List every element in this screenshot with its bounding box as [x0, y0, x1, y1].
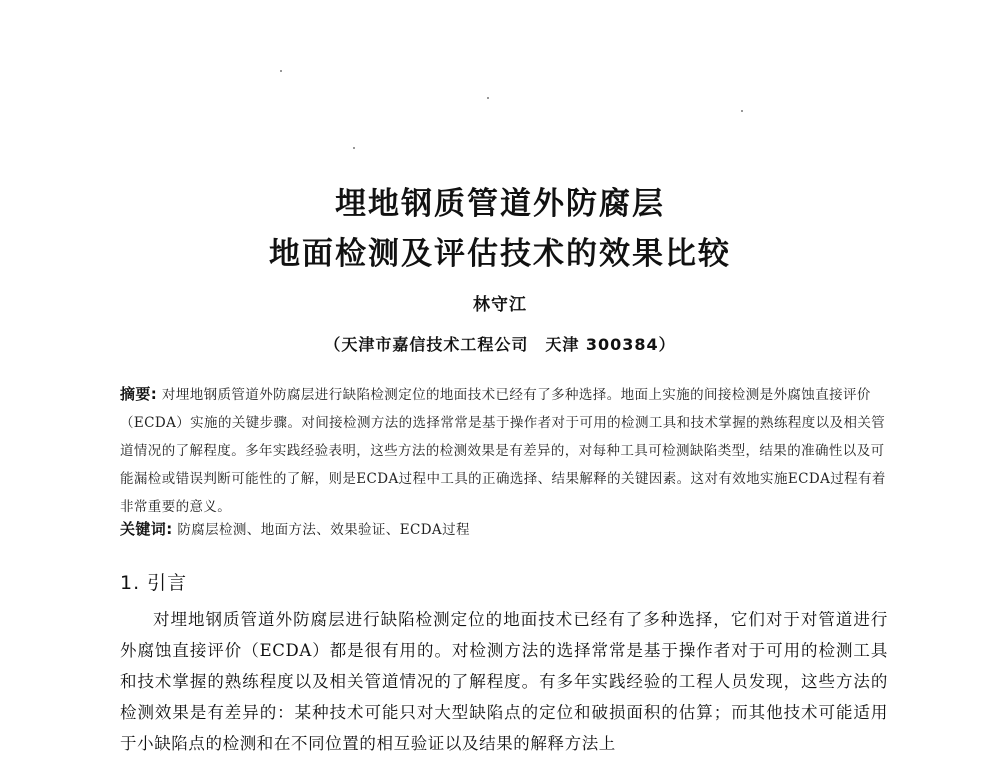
keywords-line	[120, 518, 888, 539]
scan-speck	[487, 97, 489, 99]
body-paragraph: 对埋地钢质管道外防腐层进行缺陷检测定位的地面技术已经有了多种选择，它们对于对管道进行外腐蚀直接评价（ECDA）都是很有用的。对检测方法的选择常常是基于操作者对于可用的检测工具和技术掌握的熟练程度以及相关管道情况的了解程度。有多年实践经验的工程人员发现，这些方法的检测效果是有差异的：某种技术可能只对大型缺陷点的定位和破损面积的估算；而其他技术可能适用于小缺陷点的检测和在不同位置的相互验证以及结果的解释方法上	[120, 610, 888, 753]
keywords-label: 关键词:	[120, 520, 173, 538]
scan-speck	[741, 110, 743, 112]
scan-speck	[353, 147, 355, 149]
abstract-text: 对埋地钢质管道外防腐层进行缺陷检测定位的地面技术已经有了多种选择。地面上实施的间接检测是外腐蚀直接评价（ECDA）实施的关键步骤。对间接检测方法的选择常常是基于操作者对于可用的检测工具和技术掌握的熟练程度以及相关管道情况的了解程度。多年实践经验表明，这些方法的检测效果是有差异的，对每种工具可检测缺陷类型，结果的准确性以及可能漏检或错误判断可能性的了解，则是ECDA过程中工具的正确选择、结果解释的关键因素。这对有效地实施ECDA过程有着非常重要的意义。	[120, 387, 886, 515]
abstract-label: 摘要:	[120, 385, 158, 403]
abstract-paragraph	[120, 380, 888, 521]
title-line-1: 埋地钢质管道外防腐层	[335, 186, 665, 222]
title-line-2: 地面检测及评估技术的效果比较	[269, 236, 731, 272]
scan-speck	[280, 70, 282, 72]
keywords-text: 防腐层检测、地面方法、效果验证、ECDA过程	[177, 522, 470, 538]
author-name: 林守江	[473, 295, 527, 315]
section-heading: 1. 引言	[120, 572, 188, 594]
author-affiliation: （天津市嘉信技术工程公司 天津 300384）	[324, 335, 676, 354]
